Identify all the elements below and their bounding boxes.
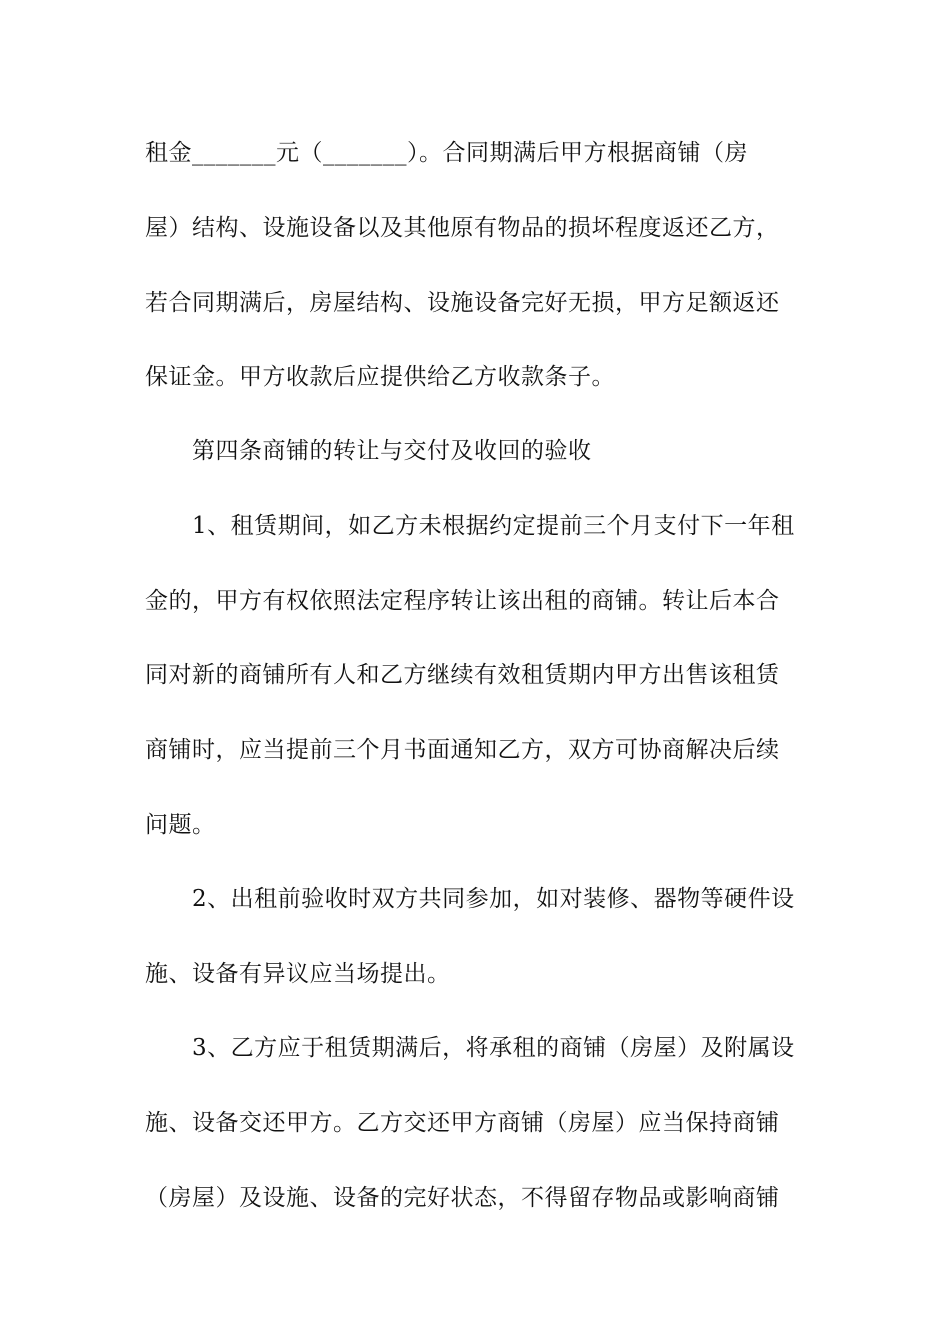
text-line: （房屋）及设施、设备的完好状态，不得留存物品或影响商铺	[145, 1185, 780, 1211]
text-line: 施、设备交还甲方。乙方交还甲方商铺（房屋）应当保持商铺	[145, 1110, 780, 1136]
text-line: 2、出租前验收时双方共同参加，如对装修、器物等硬件设	[192, 886, 795, 912]
text-line: 同对新的商铺所有人和乙方继续有效租赁期内甲方出售该租赁	[145, 662, 780, 688]
text-line: 商铺时，应当提前三个月书面通知乙方，双方可协商解决后续	[145, 737, 780, 763]
text-line: 租金_______元（_______）。合同期满后甲方根据商铺（房	[145, 140, 748, 166]
section-heading: 第四条商铺的转让与交付及收回的验收	[192, 438, 592, 464]
text-line: 施、设备有异议应当场提出。	[145, 961, 451, 987]
text-line: 屋）结构、设施设备以及其他原有物品的损坏程度返还乙方，	[145, 215, 780, 241]
text-line: 保证金。甲方收款后应提供给乙方收款条子。	[145, 364, 615, 390]
text-line: 1、租赁期间，如乙方未根据约定提前三个月支付下一年租	[192, 513, 795, 539]
text-line: 金的，甲方有权依照法定程序转让该出租的商铺。转让后本合	[145, 588, 780, 614]
text-line: 3、乙方应于租赁期满后，将承租的商铺（房屋）及附属设	[192, 1035, 795, 1061]
text-line: 问题。	[145, 812, 216, 838]
text-line: 若合同期满后，房屋结构、设施设备完好无损，甲方足额返还	[145, 290, 780, 316]
